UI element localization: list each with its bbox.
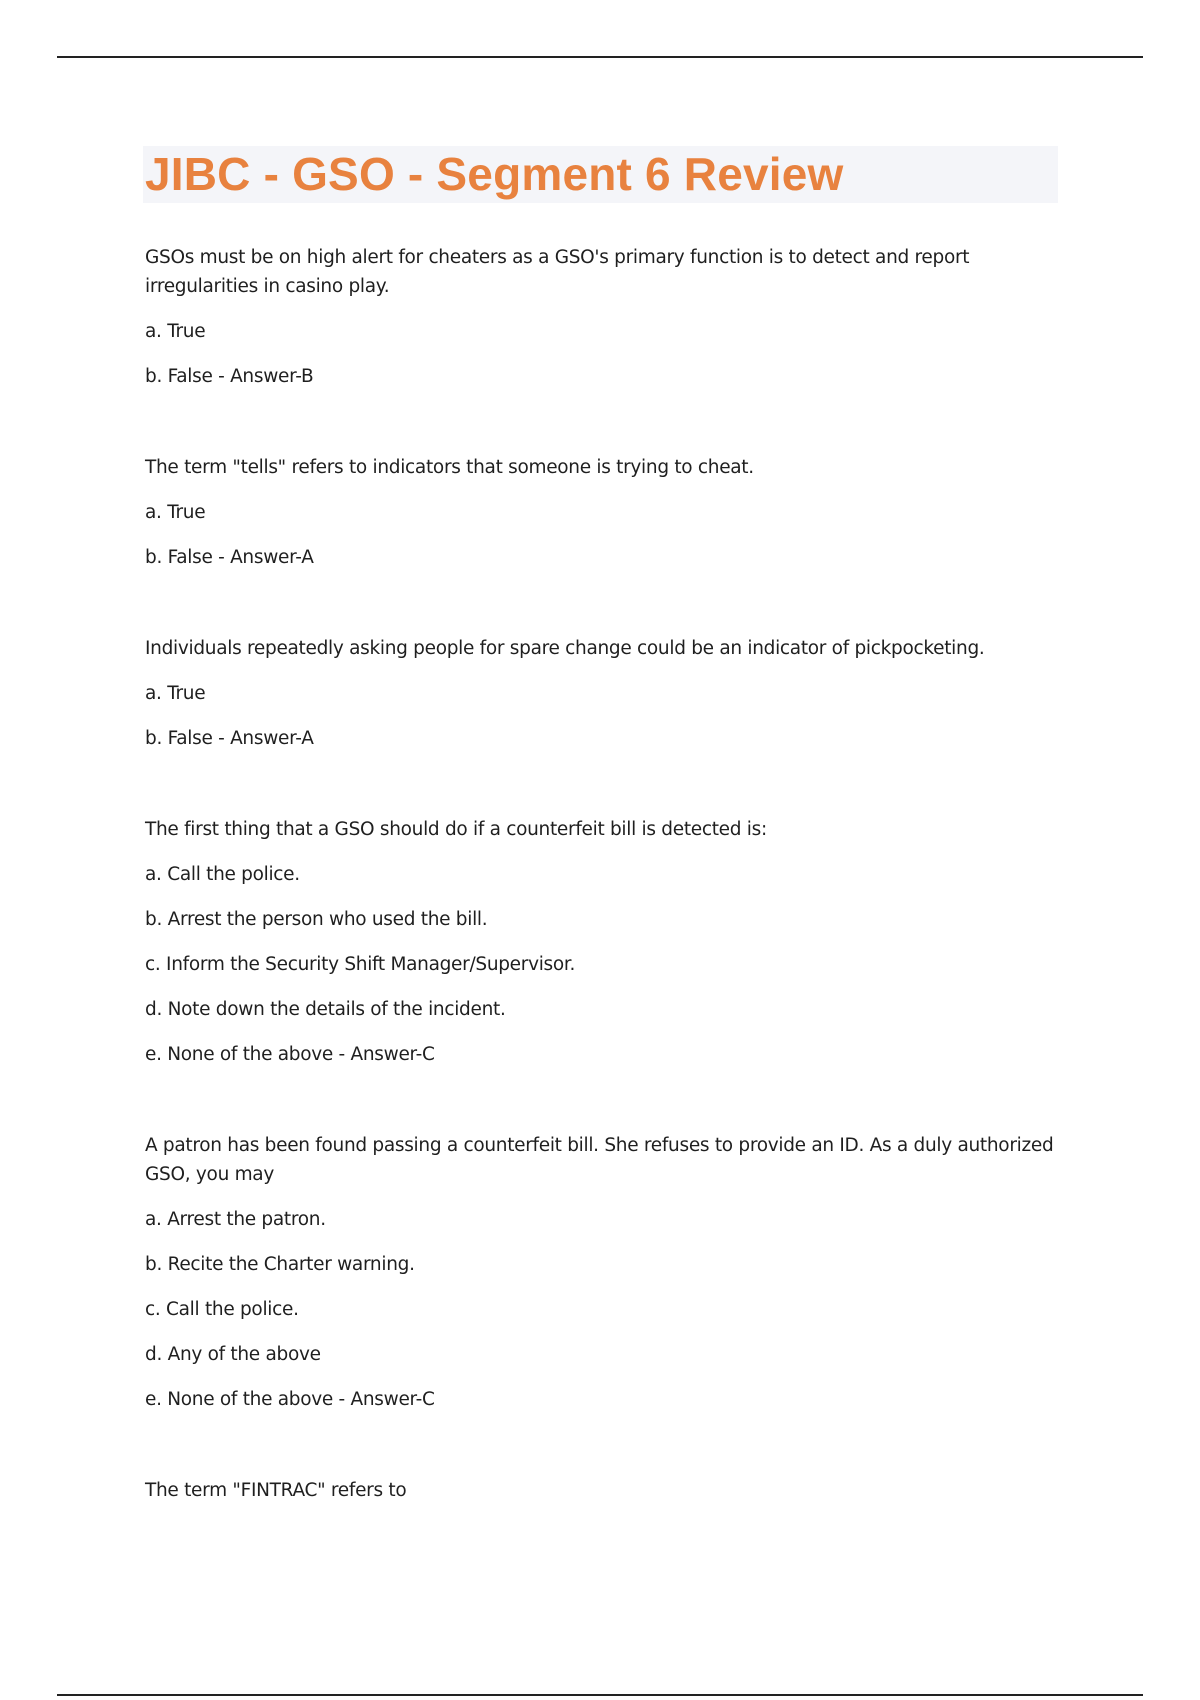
question-text: Individuals repeatedly asking people for spare change could be an indicator of pickpocketing. (145, 638, 985, 659)
question-item-2 (145, 453, 1065, 572)
bottom-divider (57, 1694, 1143, 1696)
answer-option: a. True (145, 321, 206, 342)
answer-option: d. Any of the above (145, 1344, 321, 1365)
answer-option: e. None of the above - Answer-C (145, 1044, 435, 1065)
answer-option: a. True (145, 683, 206, 704)
question-text: GSOs must be on high alert for cheaters as a GSO's primary function is to detect and report irregularities in casino play. (145, 247, 970, 297)
question-item-3 (145, 634, 1065, 753)
answer-option: b. False - Answer-B (145, 366, 314, 387)
document-title: JIBC - GSO - Segment 6 Review (145, 148, 844, 200)
answer-option: b. Arrest the person who used the bill. (145, 909, 488, 930)
question-text: The first thing that a GSO should do if a counterfeit bill is detected is: (145, 819, 767, 840)
answer-option: e. None of the above - Answer-C (145, 1389, 435, 1410)
answer-option: d. Note down the details of the incident. (145, 999, 506, 1020)
answer-option: a. True (145, 502, 206, 523)
question-item-6 (145, 1476, 1065, 1505)
answer-option: b. False - Answer-A (145, 728, 314, 749)
answer-option: a. Arrest the patron. (145, 1209, 326, 1230)
answer-option: c. Call the police. (145, 1299, 299, 1320)
answer-option: a. Call the police. (145, 864, 300, 885)
answer-option: c. Inform the Security Shift Manager/Supervisor. (145, 954, 576, 975)
answer-option: b. Recite the Charter warning. (145, 1254, 415, 1275)
question-item-1 (145, 243, 1065, 391)
question-text: The term "FINTRAC" refers to (145, 1480, 407, 1501)
question-item-5 (145, 1131, 1065, 1414)
question-item-4 (145, 815, 1065, 1069)
top-divider (57, 56, 1143, 58)
answer-option: b. False - Answer-A (145, 547, 314, 568)
question-list (145, 243, 1065, 1567)
question-text: A patron has been found passing a counterfeit bill. She refuses to provide an ID. As a duly authorized GSO, you may (145, 1135, 1054, 1185)
question-text: The term "tells" refers to indicators that someone is trying to cheat. (145, 457, 754, 478)
